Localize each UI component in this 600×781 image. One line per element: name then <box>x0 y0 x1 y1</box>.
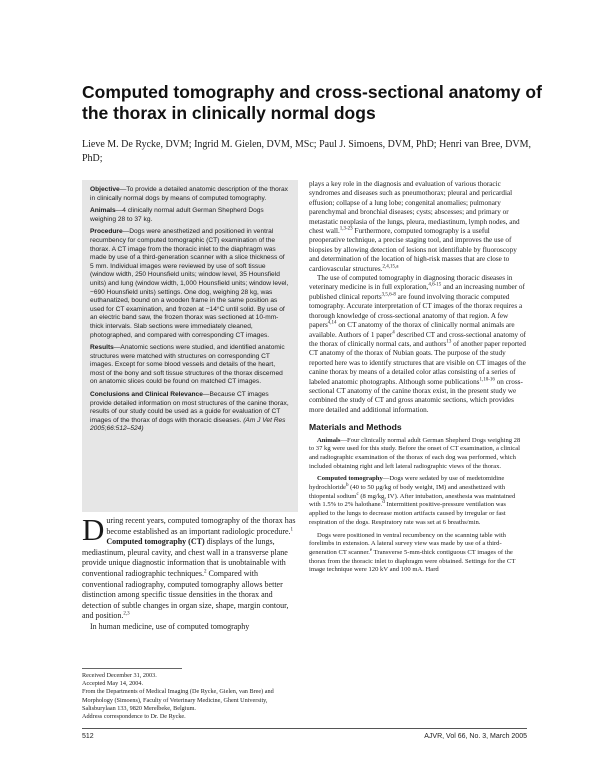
right-p2-d: on CT anatomy of the thorax of clinically normal animals are available. Authors of 1 paper <box>309 321 515 339</box>
right-p2-f: of another paper reported CT anatomy of the thorax of Nubian goats. The purpose of the study reported here was to identify structures that are visible on CT images of the canine thorax by means of a detailed color atlas consisting of a series of labeled anatomic photographs. Although some publications <box>309 339 526 386</box>
abstract-animals <box>90 207 290 224</box>
intro-bold: Computed tomography (CT) <box>106 537 205 547</box>
author-list: Lieve M. De Rycke, DVM; Ingrid M. Gielen, DVM, MSc; Paul J. Simoens, DVM, PhD; Henri van Bree, DVM, PhD; <box>82 139 531 164</box>
abstract-conclusions <box>90 391 290 434</box>
right-p2-g: on cross-sectional CT anatomy of the canine thorax exist, in the present study we combined the study of CT and gross anatomic sections, which provides more detailed and additional information. <box>309 377 523 414</box>
intro-ref: 2 <box>203 569 207 575</box>
ref: 4 <box>392 330 395 336</box>
methods-positioning <box>309 532 527 576</box>
correspondence: Address correspondence to Dr. De Rycke. <box>82 713 186 721</box>
footnote-ref: c <box>356 491 359 497</box>
page-number: 512 <box>82 733 94 740</box>
methods-ct-label: Computed tomography <box>317 475 383 483</box>
right-p1-a: plays a key role in the diagnosis and evaluation of various thoracic syndromes and diseases such as pneumothorax; pleural and pericardial effusion; collapse of a lung lobe; congenital anomalies; pulmonary parenchymal and bronchial diseases; cysts; abscesses; and primary or metastatic neoplasia of the lungs, pleura, mediastinum, lymph nodes, and chest wall. <box>309 180 520 236</box>
ref: 4,6-15 <box>428 283 442 289</box>
methods-pos-a: Dogs were positioned in ventral recumbency on the scanning table with forelimbs in extension. A lateral survey view was made by use of a third-generation CT scanner. <box>309 531 506 556</box>
animals-text: —4 clinically normal adult German Shepherd Dogs weighing 28 to 37 kg. <box>90 207 264 223</box>
affiliation: From the Departments of Medical Imaging (De Rycke, Gielen, van Bree) and Morphology (Simoens), Faculty of Veterinary Medicine, Ghent University, Salisburylaan 133, 9820 Merelbeke, Belgium. <box>82 688 274 712</box>
footnote-ref: b <box>346 482 349 488</box>
conclusions-label: Conclusions and Clinical Relevance <box>90 391 203 399</box>
abstract-results <box>90 344 290 387</box>
methods-pos-b: Transverse 5-mm-thick contiguous CT images of the thorax from the thoracic inlet to diaphragm were obtained. Settings for the CT image technique were 120 kV and 100 mA. Hard <box>309 549 516 574</box>
ref: 1,3-23 <box>339 226 353 232</box>
results-text: —Anatomic sections were studied, and identified anatomic structures were matched with structures on corresponding CT images. Except for some blood vessels and details of the heart, most of the bony and soft tissue structures of the thorax discerned on anatomic slices could be found on matched CT images. <box>90 344 285 386</box>
conclusions-text: —Because CT images provide detailed information on most structures of the canine thorax, results of our study could be used as a guide for evaluation of CT images of the thorax of dogs with thoracic diseases. <box>90 391 289 424</box>
citation: (Am J Vet Res 2005;66:512–524) <box>90 416 286 433</box>
right-p2-a: The use of computed tomography in diagnosing thoracic diseases in veterinary medicine is in full exploration, <box>309 274 513 292</box>
ref: 1,10-16 <box>479 377 495 383</box>
right-p2-e: described CT and cross-sectional anatomy of the thorax of clinically normal cats, and authors <box>309 330 526 348</box>
ref: 4,14 <box>327 320 337 326</box>
methods-ct-d: Intermittent positive-pressure ventilation was applied to the lungs to decrease motion artifacts caused by irregular or fast respiration of the dogs. Respiratory rate was set at 6 breaths/min. <box>309 501 506 526</box>
methods-ct-b: (40 to 50 µg/kg of body weight, IM) and anesthetized with thiopental sodium <box>309 484 506 500</box>
intro-p1-text: uring recent years, computed tomography of the thorax has become established as an important radiologic procedure. <box>106 516 296 536</box>
methods-ct-c: (8 mg/kg, IV). After intubation, anesthesia was maintained with 1.5% to 2% halothane. <box>309 492 516 509</box>
ref: 2,4,15,a <box>382 264 399 270</box>
footnote-ref: e <box>369 547 373 553</box>
right-paragraph-2 <box>309 274 527 415</box>
journal-footer: AJVR, Vol 66, No. 3, March 2005 <box>424 733 527 740</box>
receipt-notes <box>82 672 298 721</box>
footer-divider <box>82 728 527 729</box>
drop-cap: D <box>82 512 105 547</box>
intro-ref: 2,3 <box>123 611 130 617</box>
right-p2-c: are found involving thoracic computed tomography. Accurate interpretation of CT images of the thorax requires a thorough knowledge of cross-sectional anatomy of that region. A few papers <box>309 292 523 330</box>
methods-animals-label: Animals <box>317 436 341 444</box>
animals-label: Animals <box>90 207 116 215</box>
methods-ct <box>309 475 527 527</box>
intro-paragraph-1 <box>82 512 298 622</box>
intro-p1-text2: displays of the lungs, mediastinum, pleural cavity, and chest wall in a transverse plane provide unique diagnostic information that is unobtainable with conventional radiographic techniques. <box>82 537 288 578</box>
right-column <box>309 180 527 575</box>
intro-ref: 1 <box>290 526 294 532</box>
receipt-divider <box>82 668 182 669</box>
procedure-label: Procedure <box>90 228 123 236</box>
intro-paragraph-2: In human medicine, use of computed tomography <box>90 621 250 631</box>
objective-label: Objective <box>90 186 120 193</box>
ref: 13 <box>446 339 452 345</box>
abstract-procedure <box>90 228 290 340</box>
received-date: Received December 31, 2003. <box>82 672 157 679</box>
right-paragraph-1 <box>309 180 527 274</box>
abstract-objective <box>90 186 290 203</box>
methods-animals-text: —Four clinically normal adult German Shepherd Dogs weighing 28 to 37 kg were used for this study. Before the onset of CT examination, a clinical and radiographic examination of the thorax of each dog was performed, which included obtaining right and left lateral radiographic views of the thorax. <box>309 436 521 470</box>
intro-p1-text3: Compared with conventional radiography, computed tomography allows better distinction among specific tissue densities in the thorax and detection of subtle changes in organ size, shape, margin contour, and position. <box>82 568 289 621</box>
procedure-text: —Dogs were anesthetized and positioned in ventral recumbency for computed tomographic (CT) examination of the thorax. A CT image from the thoracic inlet to the diaphragm was made by use of a third-generation scanner with a slice thickness of 5 mm. Individual images were reviewed by use of soft tissue (window width, 250 Hounsfield units; window level, 35 Hounsfield units) and lung (window width, 1,000 Hounsfield units; window level, −690 Hounsfield units) settings. One dog, weighing 28 kg, was euthanatized, bound on a wooden frame in the same position as used for CT examination, and frozen at −14°C until solid. By use of an electric band saw, the frozen thorax was sectioned at 10-mm-thick intervals. Slab sections were immediately cleaned, photographed, and compared with corresponding CT images. <box>90 228 289 339</box>
methods-ct-a: —Dogs were sedated by use of medetomidine hydrochloride <box>309 475 505 492</box>
results-label: Results <box>90 344 114 352</box>
footnote-ref: d <box>382 500 385 506</box>
objective-text: —To provide a detailed anatomic description of the thorax in clinically normal dogs by means of computed tomography. <box>90 186 288 202</box>
ref: 3,5,6-8 <box>381 292 396 298</box>
methods-heading: Materials and Methods <box>309 422 402 433</box>
accepted-date: Accepted May 14, 2004. <box>82 680 143 688</box>
abstract-box <box>82 180 298 512</box>
right-p1-b: Furthermore, computed tomography is a useful preoperative technique, a precise staging tool, and improves the use of biopsies by allowing detection of lesions not identifiable by fluoroscopy and determination of the location of high-risk masses that are close to cardiovascular structures. <box>309 227 517 273</box>
intro-column <box>82 512 298 633</box>
methods-animals <box>309 437 527 472</box>
right-p2-b: and an increasing number of published clinical reports <box>309 283 525 301</box>
article-title: Computed tomography and cross-sectional anatomy of the thorax in clinically normal dogs <box>82 82 542 123</box>
